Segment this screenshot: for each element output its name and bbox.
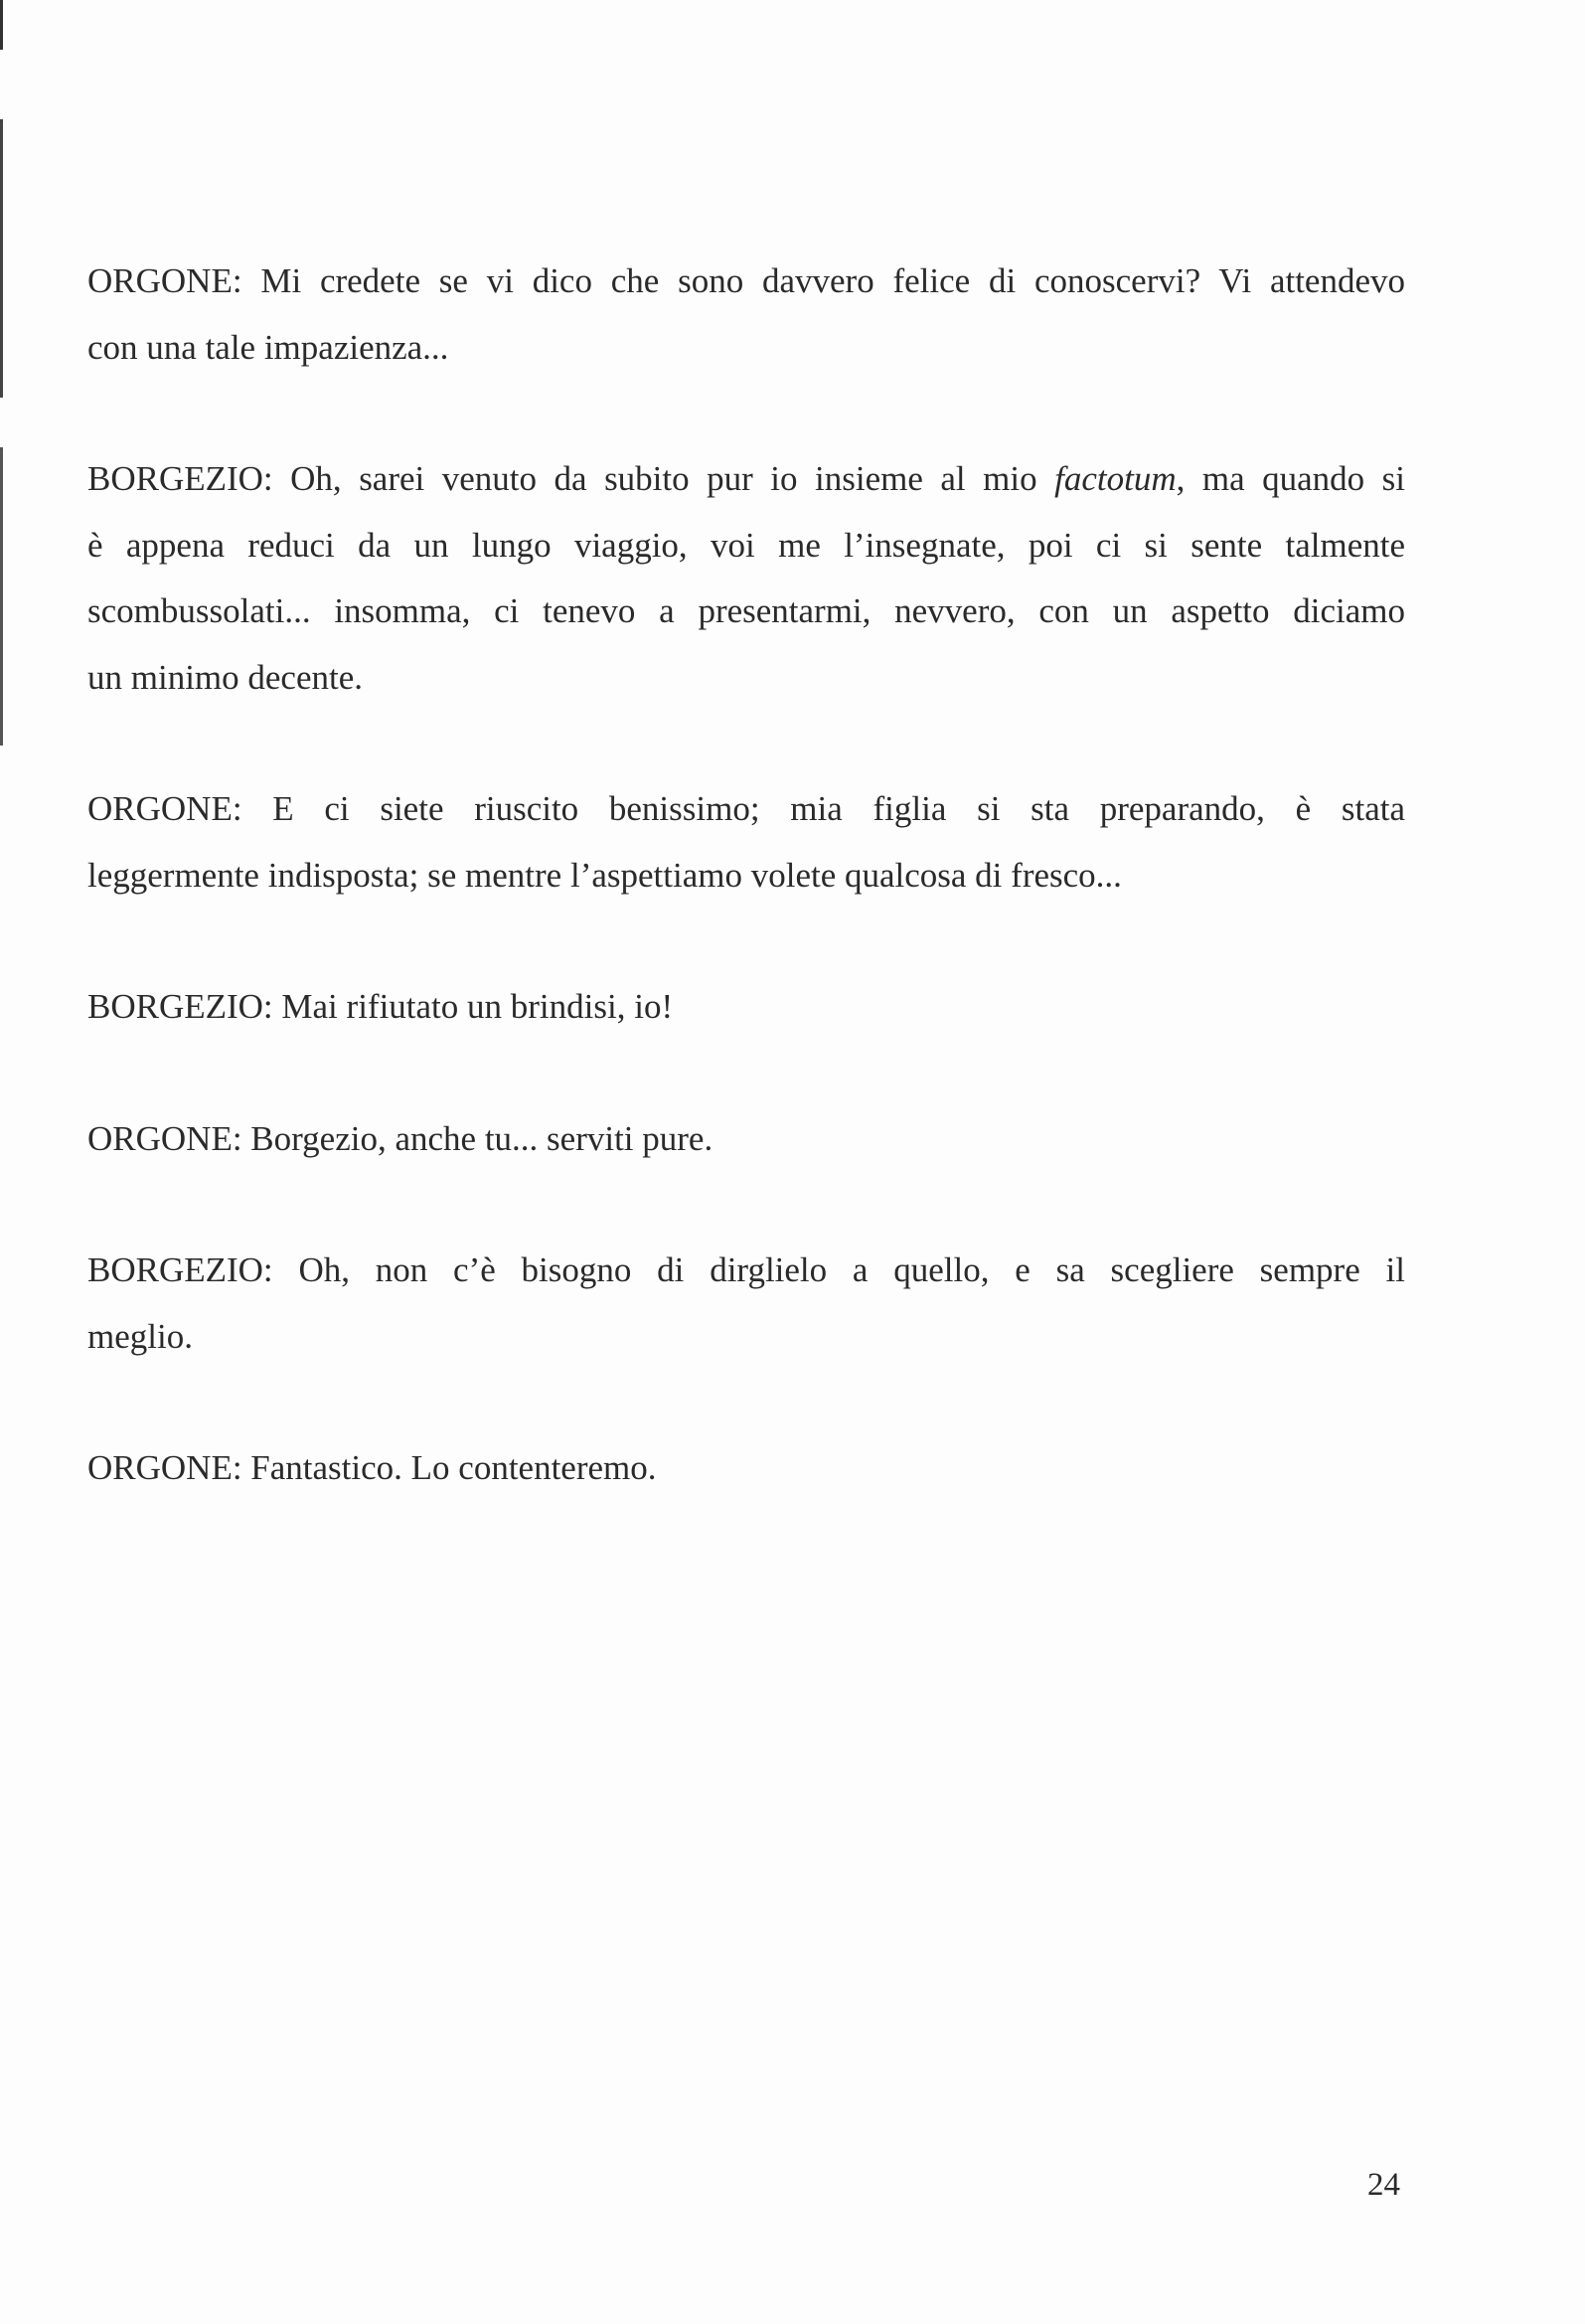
text-segment: un minimo decente. [87,657,364,697]
text-line [87,843,1405,910]
dialogue-paragraph [87,776,1405,909]
text-line [87,446,1405,513]
dialogue-paragraph [87,1435,1405,1502]
text-segment: BORGEZIO: Mai rifiutato un brindisi, io! [87,987,674,1026]
text-segment: , ma quando si [1176,459,1406,498]
document-body [87,249,1405,1568]
text-segment: ORGONE: E ci siete riuscito benissimo; mia figlia si sta preparando, è stata [87,789,1405,828]
dialogue-paragraph [87,1238,1405,1370]
text-segment: BORGEZIO: Oh, non c’è bisogno di dirglielo a quello, e sa scegliere sempre il [87,1250,1405,1289]
dialogue-paragraph [87,446,1405,711]
text-line [87,1435,1405,1502]
text-segment: meglio. [87,1316,193,1356]
text-segment: è appena reduci da un lungo viaggio, voi me l’insegnate, poi ci si sente talmente [87,525,1405,565]
page-number: 24 [1367,2167,1400,2203]
text-line [87,974,1405,1041]
text-line [87,1238,1405,1304]
text-segment: leggermente indisposta; se mentre l’aspettiamo volete qualcosa di fresco... [87,855,1122,895]
scan-edge-mark [0,0,3,994]
text-segment: ORGONE: Mi credete se vi dico che sono davvero felice di conoscervi? Vi attendevo [87,261,1405,300]
italic-text: factotum [1054,459,1177,498]
dialogue-paragraph [87,1106,1405,1173]
dialogue-paragraph [87,974,1405,1041]
text-line [87,645,1405,712]
text-segment: ORGONE: Fantastico. Lo contenteremo. [87,1448,657,1487]
text-segment: ORGONE: Borgezio, anche tu... serviti pure. [87,1118,713,1158]
text-line [87,776,1405,843]
text-line [87,1106,1405,1173]
text-line [87,1304,1405,1371]
text-line [87,315,1405,382]
dialogue-paragraph [87,249,1405,381]
text-segment: con una tale impazienza... [87,327,449,367]
text-line [87,249,1405,315]
text-line [87,513,1405,580]
text-segment: BORGEZIO: Oh, sarei venuto da subito pur io insieme al mio [87,459,1055,498]
text-line [87,579,1405,645]
text-segment: scombussolati... insomma, ci tenevo a presentarmi, nevvero, con un aspetto diciamo [87,591,1405,630]
